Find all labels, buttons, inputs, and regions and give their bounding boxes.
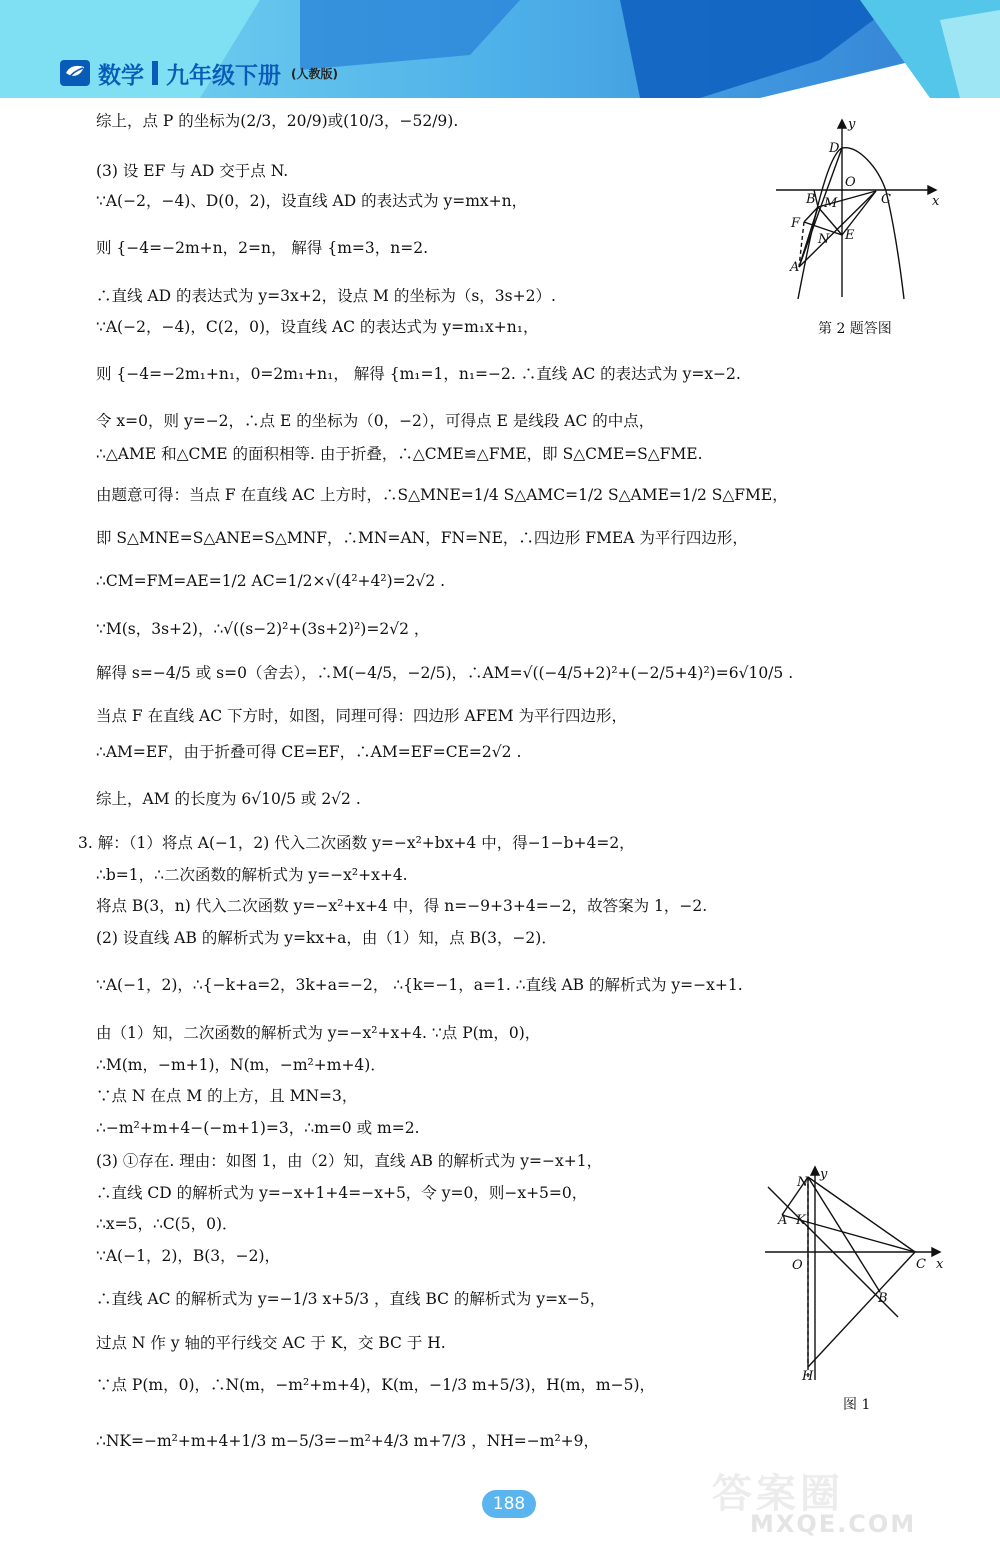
text-line: (3) ①存在. 理由：如图 1，由（2）知，直线 AB 的解析式为 y=−x+1， (96, 1152, 603, 1170)
problem2-figure (766, 115, 946, 310)
text-line: ∴M(m，−m+1)，N(m，−m²+m+4)． (96, 1056, 386, 1074)
book-logo-icon (60, 60, 90, 86)
fig2-label: E (845, 228, 855, 243)
fig1-label: B (878, 1291, 888, 1306)
fig1-label: K (796, 1213, 806, 1228)
text-line: 令 x=0，则 y=−2，∴点 E 的坐标为（0，−2），可得点 E 是线段 AC 的中点， (96, 412, 655, 430)
figure2-caption: 第 2 题答图 (818, 321, 892, 337)
header-divider (152, 61, 158, 85)
text-line: ∴−m²+m+4−(−m+1)=3，∴m=0 或 m=2. (96, 1119, 420, 1137)
text-line: 过点 N 作 y 轴的平行线交 AC 于 K，交 BC 于 H. (96, 1334, 446, 1352)
text-line: ∴直线 CD 的解析式为 y=−x+1+4=−x+5，令 y=0，则−x+5=0， (96, 1184, 588, 1202)
figure1-caption: 图 1 (843, 1397, 871, 1413)
text-line: ∴△AME 和△CME 的面积相等. 由于折叠，∴△CME≌△FME，即 S△CME=S△FME. (96, 445, 703, 463)
fig1-label: H (802, 1369, 814, 1384)
fig2-label: B (806, 192, 816, 207)
text-line: ∵A(−1，2)，∴{−k+a=2，3k+a=−2， ∴{k=−1，a=1. ∴直线 AB 的解析式为 y=−x+1. (96, 976, 743, 994)
text-line: 由题意可得：当点 F 在直线 AC 上方时，∴S△MNE=1/4 S△AMC=1/2 S△AME=1/2 S△FME， (96, 486, 788, 504)
text-line: ∵点 P(m，0)，∴N(m，−m²+m+4)，K(m，−1/3 m+5/3)，H(m，m−5)， (96, 1376, 656, 1394)
fig1-label: N (797, 1175, 809, 1190)
text-line: 解得 s=−4/5 或 s=0（舍去），∴M(−4/5，−2/5)，∴AM=√((−4/5+2)²+(−2/5+4)²)=6√10/5 . (96, 664, 794, 682)
fig2-label: A (790, 260, 800, 275)
text-line: 则 {−4=−2m+n，2=n， 解得 {m=3，n=2. (96, 239, 428, 257)
fig1-label: y (820, 1167, 828, 1182)
fig1-label: O (792, 1258, 803, 1273)
fig2-label: x (932, 194, 940, 209)
text-line: 综上，AM 的长度为 6√10/5 或 2√2 . (96, 790, 361, 808)
fig1-label: x (936, 1257, 944, 1272)
text-line: 则 {−4=−2m₁+n₁，0=2m₁+n₁， 解得 {m₁=1，n₁=−2. ∴直线 AC 的表达式为 y=x−2. (96, 365, 741, 383)
text-line: ∴b=1，∴二次函数的解析式为 y=−x²+x+4. (96, 866, 408, 884)
book-header (60, 58, 338, 88)
edition-label: (人教版) (291, 66, 338, 81)
text-line: ∵点 N 在点 M 的上方，且 MN=3， (96, 1087, 358, 1105)
text-line: 3. 解：（1）将点 A(−1，2) 代入二次函数 y=−x²+bx+4 中，得−1−b+4=2， (78, 834, 635, 852)
subject-title: 数学 (98, 62, 144, 89)
text-line: ∴NK=−m²+m+4+1/3 m−5/3=−m²+4/3 m+7/3 ，NH=−m²+9， (96, 1432, 600, 1450)
text-line: ∴直线 AD 的表达式为 y=3x+2，设点 M 的坐标为（s，3s+2）. (96, 287, 556, 305)
fig2-label: D (829, 141, 840, 156)
watermark-url: MXQE.COM (750, 1510, 917, 1538)
fig2-label: y (848, 117, 856, 132)
text-line: (3) 设 EF 与 AD 交于点 N. (96, 162, 289, 180)
text-line: ∴AM=EF，由于折叠可得 CE=EF，∴AM=EF=CE=2√2 . (96, 743, 522, 761)
text-line: ∵A(−2，−4)、D(0，2)，设直线 AD 的表达式为 y=mx+n， (96, 192, 528, 210)
text-line: 由（1）知，二次函数的解析式为 y=−x²+x+4. ∵点 P(m，0)， (96, 1024, 541, 1042)
watermark-text: 答案圈 (712, 1471, 844, 1517)
text-line: (2) 设直线 AB 的解析式为 y=kx+a，由（1）知，点 B(3，−2)． (96, 929, 557, 947)
text-line: 将点 B(3，n) 代入二次函数 y=−x²+x+4 中，得 n=−9+3+4=−2，故答案为 1，−2. (96, 897, 708, 915)
watermark (712, 1462, 997, 1546)
fig1-label: C (916, 1257, 926, 1272)
text-line: ∴CM=FM=AE=1/2 AC=1/2×√(4²+4²)=2√2 . (96, 572, 446, 590)
fig1-label: A (778, 1213, 788, 1228)
text-line: 综上，点 P 的坐标为(2/3，20/9)或(10/3，−52/9). (96, 112, 459, 130)
fig2-label: N (818, 232, 830, 247)
text-line: ∵A(−1，2)，B(3，−2)， (96, 1247, 281, 1265)
text-line: ∴x=5，∴C(5，0)． (96, 1215, 238, 1233)
text-line: 当点 F 在直线 AC 下方时，如图，同理可得：四边形 AFEM 为平行四边形， (96, 707, 628, 725)
page-number: 188 (482, 1490, 536, 1518)
text-line: 即 S△MNE=S△ANE=S△MNF，∴MN=AN，FN=NE，∴四边形 FMEA 为平行四边形， (96, 529, 748, 547)
text-line: ∵M(s，3s+2)，∴√((s−2)²+(3s+2)²)=2√2 ， (96, 620, 430, 638)
fig2-label: M (824, 196, 838, 211)
text-line: ∴直线 AC 的解析式为 y=−1/3 x+5/3 ，直线 BC 的解析式为 y=x−5， (96, 1290, 606, 1308)
fig2-label: C (881, 192, 891, 207)
problem3-figure1 (760, 1162, 950, 1387)
grade-title: 九年级下册 (166, 62, 281, 89)
fig2-label: O (845, 175, 856, 190)
fig2-label: F (791, 216, 801, 231)
text-line: ∵A(−2，−4)，C(2，0)，设直线 AC 的表达式为 y=m₁x+n₁， (96, 318, 539, 336)
